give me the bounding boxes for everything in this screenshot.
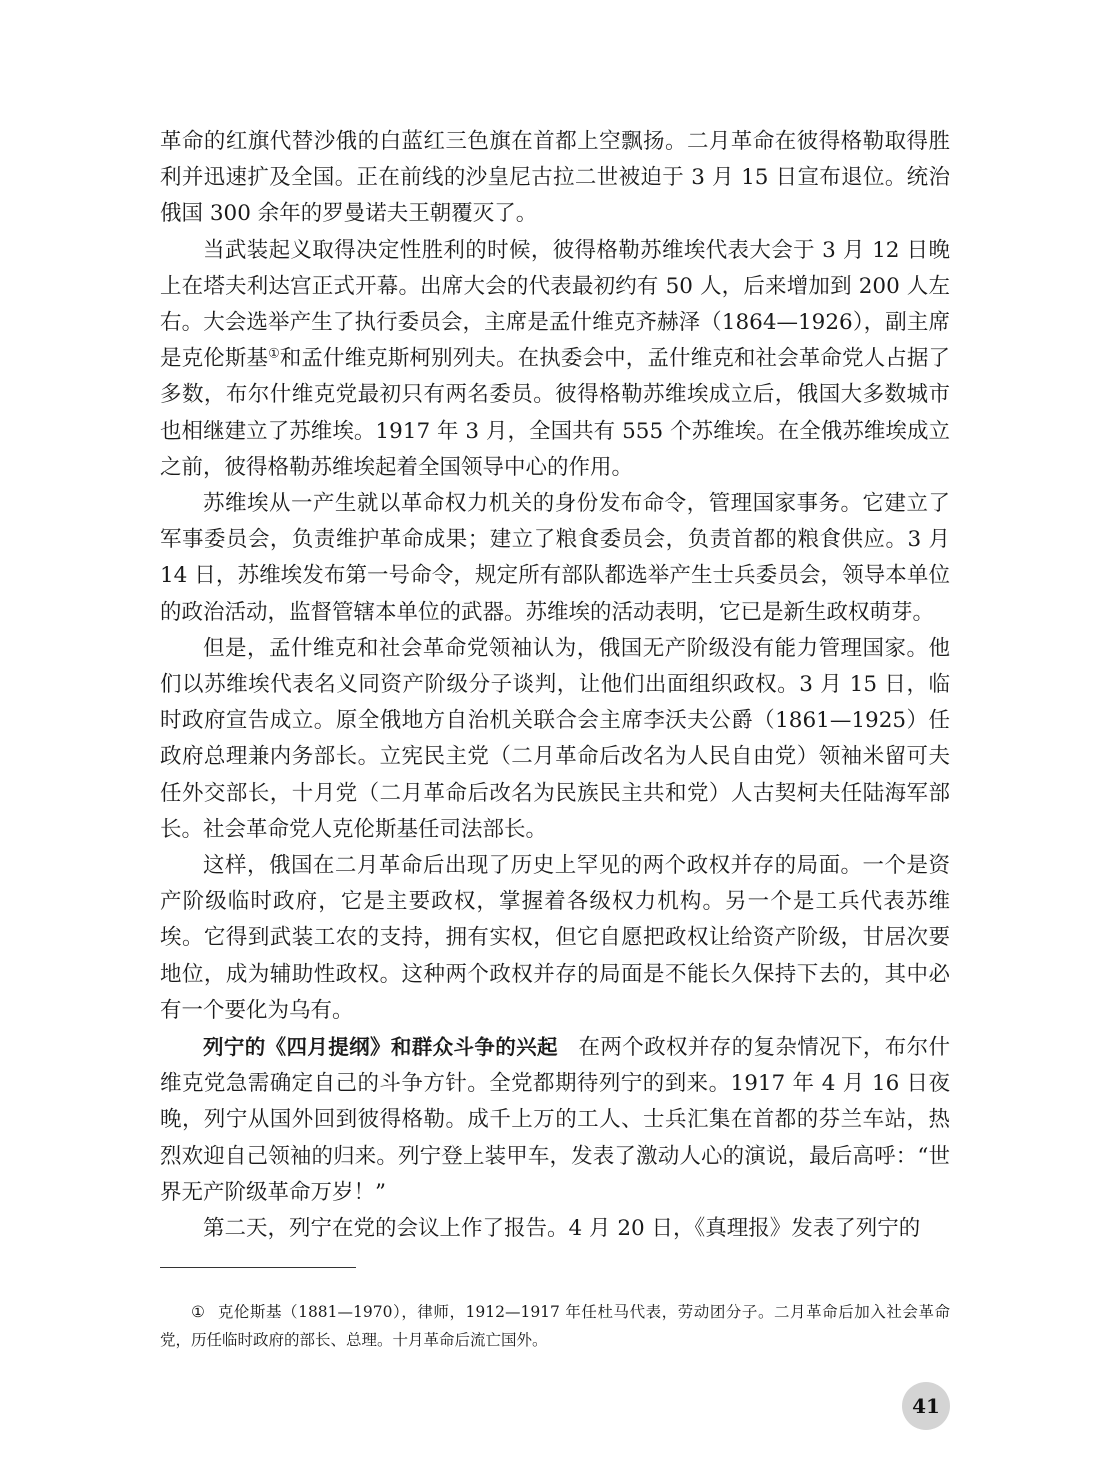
paragraph-4: 但是，孟什维克和社会革命党领袖认为，俄国无产阶级没有能力管理国家。他们以苏维埃代表名义同资产阶级分子谈判，让他们出面组织政权。3 月 15 日，临时政府宣告成立。原全俄地方自治机关联合会主席李沃夫公爵（1861—1925）任政府总理兼内务部长。立宪民主党（二月革命后改名为人民自由党）领袖米留可夫任外交部长，十月党（二月革命后改名为民族民主共和党）人古契柯夫任陆海军部长。社会革命党人克伦斯基任司法部长。 xyxy=(160,635,950,842)
footnote-divider xyxy=(160,1267,356,1268)
page-number-label: 41 xyxy=(912,1394,940,1418)
paragraph-2: 当武装起义取得决定性胜利的时候，彼得格勒苏维埃代表大会于 3 月 12 日晚上在塔夫利达宫正式开幕。出席大会的代表最初约有 50 人，后来增加到 200 人左右。大会选举产生了执行委员会，主席是孟什维克齐赫泽（1864—1926），副主席是克伦斯基①和孟什维克斯柯别列夫。在执委会中，孟什维克和社会革命党人占据了多数，布尔什维克党最初只有两名委员。彼得格勒苏维埃成立后，俄国大多数城市也相继建立了苏维埃。1917 年 3 月，全国共有 555 个苏维埃。在全俄苏维埃成立之前，彼得格勒苏维埃起着全国领导中心的作用。 xyxy=(160,237,950,480)
paragraph-5: 这样，俄国在二月革命后出现了历史上罕见的两个政权并存的局面。一个是资产阶级临时政府，它是主要政权，掌握着各级权力机构。另一个是工兵代表苏维埃。它得到武装工农的支持，拥有实权，但它自愿把政权让给资产阶级，甘居次要地位，成为辅助性政权。这种两个政权并存的局面是不能长久保持下去的，其中必有一个要化为乌有。 xyxy=(160,853,950,1023)
page-number xyxy=(902,1382,950,1430)
footnote-text: 克伦斯基（1881—1970），律师，1912—1917 年任杜马代表，劳动团分子。二月革命后加入社会革命党，历任临时政府的部长、总理。十月革命后流亡国外。 xyxy=(160,1303,950,1349)
footnote-reference[interactable]: ① xyxy=(268,346,280,362)
paragraph-1: 革命的红旗代替沙俄的白蓝红三色旗在首都上空飘扬。二月革命在彼得格勒取得胜利并迅速扩及全国。正在前线的沙皇尼古拉二世被迫于 3 月 15 日宣布退位。统治俄国 300 余年的罗曼诺夫王朝覆灭了。 xyxy=(160,129,950,227)
footnote-mark: ① xyxy=(191,1303,206,1321)
paragraph-7: 第二天，列宁在党的会议上作了报告。4 月 20 日，《真理报》发表了列宁的 xyxy=(203,1216,921,1242)
section-heading: 列宁的《四月提纲》和群众斗争的兴起 xyxy=(203,1035,558,1060)
paragraph-3: 苏维埃从一产生就以革命权力机关的身份发布命令，管理国家事务。它建立了军事委员会，负责维护革命成果；建立了粮食委员会，负责首都的粮食供应。3 月 14 日，苏维埃发布第一号命令，规定所有部队都选举产生士兵委员会，领导本单位的政治活动，监督管辖本单位的武器。苏维埃的活动表明，它已是新生政权萌芽。 xyxy=(160,491,950,625)
footnote xyxy=(160,1298,950,1354)
paragraph-6: 列宁的《四月提纲》和群众斗争的兴起 在两个政权并存的复杂情况下，布尔什维克党急需确定自己的斗争方针。全党都期待列宁的到来。1917 年 4 月 16 日夜晚，列宁从国外回到彼得格勒。成千上万的工人、士兵汇集在首都的芬兰车站，热烈欢迎自己领袖的归来。列宁登上装甲车，发表了激动人心的演说，最后高呼：“世界无产阶级革命万岁！” xyxy=(160,1035,950,1205)
body-text xyxy=(160,124,950,1247)
